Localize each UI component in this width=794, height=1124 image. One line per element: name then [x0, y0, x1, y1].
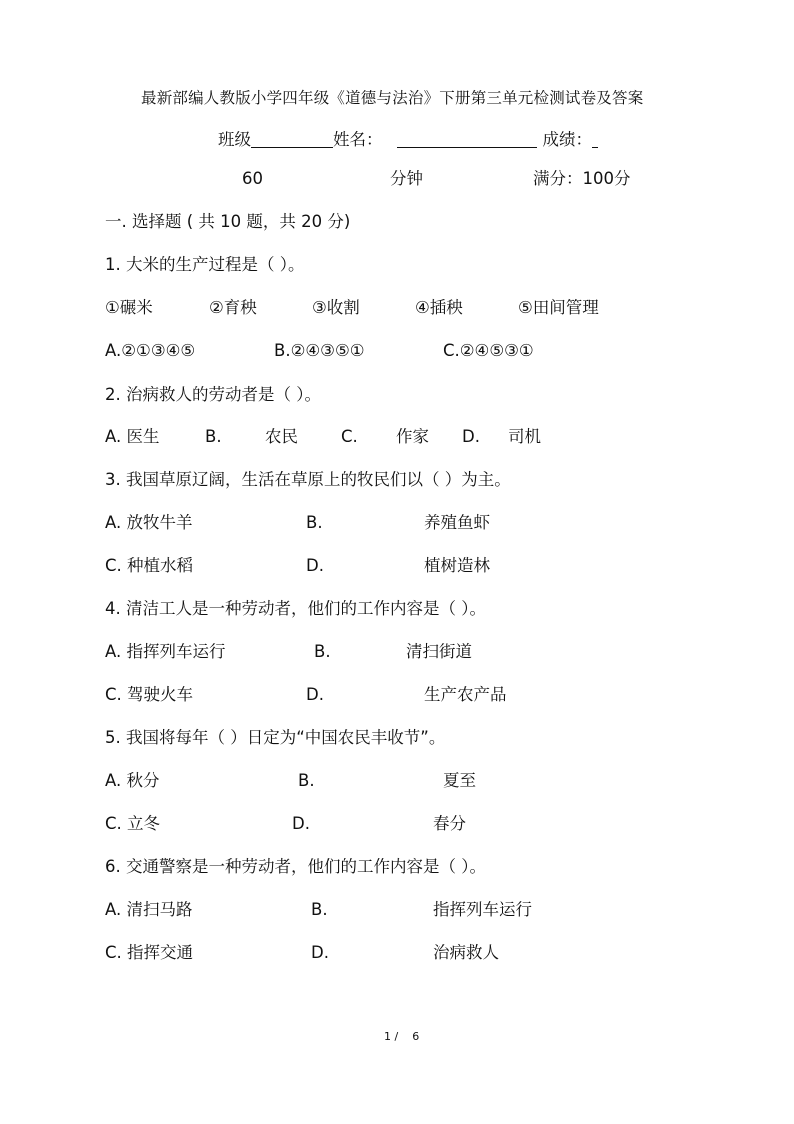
class-label: 班级: [218, 130, 251, 149]
q1-step-2: ②育秧: [209, 298, 257, 317]
q1-step-4: ④插秧: [415, 298, 463, 317]
q5-option-d-text[interactable]: 春分: [433, 814, 466, 833]
q1-option-c[interactable]: C.②④⑤③①: [443, 341, 534, 360]
q3-option-c[interactable]: C. 种植水稻: [105, 556, 194, 575]
score-label: 成绩：: [542, 130, 592, 149]
q2-option-b-letter[interactable]: B.: [205, 427, 222, 446]
q3-option-b-text[interactable]: 养殖鱼虾: [424, 513, 490, 532]
q2-option-a[interactable]: A. 医生: [105, 427, 160, 446]
q5-option-d-letter[interactable]: D.: [292, 814, 310, 833]
q6-option-b-letter[interactable]: B.: [311, 900, 328, 919]
section-title: 一. 选择题 ( 共 10 题，共 20 分): [105, 212, 351, 231]
class-blank[interactable]: [251, 131, 333, 148]
q6-option-b-text[interactable]: 指挥列车运行: [433, 900, 532, 919]
q5-option-c[interactable]: C. 立冬: [105, 814, 161, 833]
question-5-stem: 5. 我国将每年（ ）日定为“中国农民丰收节”。: [105, 728, 446, 747]
q2-option-c-text[interactable]: 作家: [396, 427, 429, 446]
time-value: 60: [242, 169, 263, 188]
q6-option-a[interactable]: A. 清扫马路: [105, 900, 193, 919]
question-4-stem: 4. 清洁工人是一种劳动者，他们的工作内容是（ ）。: [105, 599, 486, 618]
time-unit: 分钟: [390, 169, 423, 188]
q4-option-a[interactable]: A. 指挥列车运行: [105, 642, 226, 661]
q2-option-b-text[interactable]: 农民: [265, 427, 298, 446]
q2-option-d-letter[interactable]: D.: [462, 427, 480, 446]
question-1-stem: 1. 大米的生产过程是（ ）。: [105, 255, 305, 274]
question-2-stem: 2. 治病救人的劳动者是（ ）。: [105, 385, 321, 404]
page-number: 1 / 6: [384, 1030, 420, 1043]
question-3-stem: 3. 我国草原辽阔，生活在草原上的牧民们以（ ）为主。: [105, 470, 511, 489]
q5-option-b-text[interactable]: 夏至: [443, 771, 476, 790]
q1-option-b[interactable]: B.②④③⑤①: [274, 341, 365, 360]
name-blank[interactable]: [397, 131, 537, 148]
q4-option-b-text[interactable]: 清扫街道: [406, 642, 472, 661]
question-6-stem: 6. 交通警察是一种劳动者，他们的工作内容是（ ）。: [105, 857, 486, 876]
q2-option-c-letter[interactable]: C.: [341, 427, 358, 446]
q3-option-b-letter[interactable]: B.: [306, 513, 323, 532]
q1-option-a[interactable]: A.②①③④⑤: [105, 341, 196, 360]
q3-option-d-letter[interactable]: D.: [306, 556, 324, 575]
q6-option-d-text[interactable]: 治病救人: [433, 943, 499, 962]
full-score: 满分：100分: [533, 169, 631, 188]
q3-option-a[interactable]: A. 放牧牛羊: [105, 513, 193, 532]
q4-option-c[interactable]: C. 驾驶火车: [105, 685, 194, 704]
q6-option-c[interactable]: C. 指挥交通: [105, 943, 194, 962]
score-blank[interactable]: [592, 131, 598, 148]
q4-option-d-text[interactable]: 生产农产品: [424, 685, 507, 704]
document-title: 最新部编人教版小学四年级《道德与法治》下册第三单元检测试卷及答案: [141, 89, 644, 107]
q2-option-d-text[interactable]: 司机: [508, 427, 541, 446]
q5-option-a[interactable]: A. 秋分: [105, 771, 160, 790]
q1-step-1: ①碾米: [105, 298, 153, 317]
name-label: 姓名：: [333, 130, 383, 149]
q4-option-d-letter[interactable]: D.: [306, 685, 324, 704]
q3-option-d-text[interactable]: 植树造林: [424, 556, 490, 575]
q1-step-5: ⑤田间管理: [518, 298, 599, 317]
q5-option-b-letter[interactable]: B.: [298, 771, 315, 790]
q1-step-3: ③收割: [312, 298, 360, 317]
info-line: [218, 131, 598, 149]
q6-option-d-letter[interactable]: D.: [311, 943, 329, 962]
q4-option-b-letter[interactable]: B.: [314, 642, 331, 661]
